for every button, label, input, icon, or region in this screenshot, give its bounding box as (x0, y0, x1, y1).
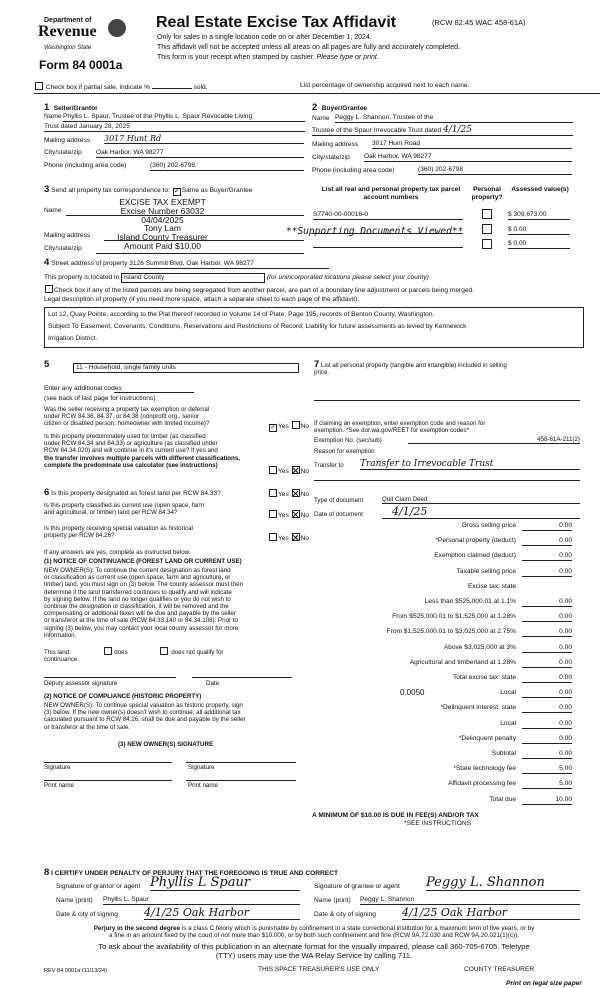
notice-line-1: Only for sales in a single location code on or after December 1, 2024. (157, 34, 372, 41)
tax-row-label: Local (500, 719, 516, 727)
compliance-notice: NEW OWNER(S): To continue special valuation as historic property, sign (3) below. If the new owner(s) doesn't wish to continue, all additional tax calculated pursuant to RCW 84.26, shall be due and payable by the seller or transferor at the time of sale. (44, 702, 246, 731)
notice-line-3: This form is your receipt when stamped by cashier. Please type or print. (157, 54, 379, 61)
tax-table (300, 522, 582, 862)
exemption-number[interactable]: 458-61A-211(2) (408, 436, 580, 444)
assessed-value-2[interactable]: $ 0.00 (508, 226, 570, 235)
current-use-yes-checkbox[interactable] (269, 510, 277, 518)
supporting-docs-stamp: **Supporting Documents Viewed** (286, 226, 464, 237)
land-does-checkbox[interactable] (104, 647, 112, 655)
tax-row-label: Affidavit processing fee (447, 780, 516, 788)
tax-row-label: From $1,525,000.01 to $3,025,000 at 2.75% (386, 628, 516, 636)
forest-no-checkbox[interactable] (292, 489, 300, 497)
tax-row-value[interactable]: 0.00 (522, 537, 572, 546)
seller-name-line2[interactable]: Trust dated January 28, 2025 (44, 123, 305, 132)
timber-no-checkbox[interactable] (292, 466, 300, 474)
continuance-notice: NEW OWNER(S): To continue the current designation as forest land or classification as current use (open space, farm and agriculture, or timber) land, you must sign on (3) below. The county assessor must then determine if the land transferred continues to qualify and will indicate by signing below. If the land no longer qualifies or you do not wish to continue the designation or classification, it will be removed and the compensating or additional taxes will be due and payable by the seller or transferor at the time of sale (RCW 84.33.140 or 84.34.108). Prior to signing (3) below, you may contact your local county assessor for more information. (44, 567, 244, 639)
historic-no-checkbox[interactable] (292, 533, 300, 541)
same-as-buyer-checkbox[interactable]: ✓ (173, 188, 180, 195)
tax-row-label: Gross selling price (461, 522, 516, 529)
segregation-row: Check box if any of the listed parcels are being segregated from another parcel, are part of a boundary line adjustment or parcels being merged. (44, 285, 474, 295)
timber-question: Is this property predominately used for timber (as classified under RCW 84.34 and 84.33) or agriculture (as classified under RCW 84.34.020) and will continue in it's current use? If yes and the transfer involves multiple parcels with different classifications, complete the predominate use calculator (see instructions) (44, 433, 240, 469)
tax-row-label: *Delinquent penalty (458, 734, 516, 742)
tax-row-label: From $525,000.01 to $1,525,000 at 1.28% (392, 613, 516, 621)
exemption-yes-checkbox[interactable]: ✓ (270, 424, 276, 431)
accessibility-notice: To ask about the availability of this publication in an alternate format for the visually impaired, please call 360-705-6705. Teletype (TTY) users may use the WA Relay Service by calling 711. (98, 942, 530, 960)
grantor-date-city[interactable]: 4/1/25 Oak Harbor (144, 906, 300, 920)
land-use-code-select[interactable]: 11 - Household, single family units (73, 363, 299, 373)
tax-row-value[interactable]: 0.00 (522, 704, 572, 713)
exemption-reason[interactable]: Transfer to Irrevocable Trust (360, 459, 580, 470)
personal-col-header: Personal property? (471, 186, 503, 201)
assessed-col-header: Assessed value(s) (511, 186, 569, 193)
historic-yes-checkbox[interactable] (269, 533, 277, 541)
partial-sale-row: Check box if partial sale, indicate % sold. (34, 82, 208, 92)
seller-mailing[interactable]: 3017 Hunt Rd (104, 135, 304, 144)
personal-property-checkbox-2[interactable] (482, 224, 492, 234)
tax-row-label: *Delinquent interest: state (440, 704, 516, 712)
form-number: Form 84 0001a (39, 58, 123, 72)
segregation-checkbox[interactable] (45, 285, 53, 293)
partial-sale-checkbox[interactable] (35, 82, 43, 90)
exemption-question: Was the seller receiving a property tax exemption or deferral under RCW 84.36, 84.37, or 84.38 (nonprofit org., senior citizen or disabled person, homeowner with limited income)? (44, 406, 210, 428)
logo-dept: Department of (44, 17, 92, 24)
grantee-signature[interactable]: Peggy L. Shannon (426, 875, 580, 891)
document-date[interactable]: 4/1/25 (382, 505, 580, 519)
assessed-value-3[interactable]: $ 0.00 (508, 240, 570, 249)
tax-row-value[interactable]: 0.00 (522, 613, 572, 622)
tax-row-value[interactable]: 0.00 (522, 750, 572, 759)
washington-state-icon (108, 19, 126, 37)
logo-state: Washington State (44, 45, 92, 51)
tax-row-value[interactable]: 10.00 (522, 796, 572, 805)
buyer-name-line2[interactable]: Trustee of the Spaur Irrevocable Trust dated 4/1/25 (312, 126, 573, 136)
grantor-print-name[interactable]: Phyllis L. Spaur (103, 896, 300, 905)
excise-exempt-stamp: EXCISE TAX EXEMPT Excise Number 63032 04/04/2025 Tony Lam Island County Treasurer Amount Paid $10.00 (117, 197, 208, 251)
tax-row-value[interactable]: 0.00 (522, 552, 572, 561)
buyer-city[interactable]: Oak Harbor, WA 98277 (364, 153, 572, 162)
exemption-yes-no: ✓ Yes No (270, 423, 310, 431)
dor-logo (38, 17, 130, 57)
local-rate: 0.0050 (400, 688, 425, 698)
exemption-no-checkbox[interactable] (292, 421, 300, 429)
tax-row-value[interactable]: 0.00 (522, 735, 572, 744)
tax-row-value[interactable]: 0.00 (522, 674, 572, 683)
seller-phone[interactable]: (360) 202-6798 (150, 162, 304, 171)
legal-desc-label: Legal description of property (if you need more space, attach a separate sheet to each page of the affidavit). (44, 296, 360, 303)
buyer-mailing[interactable]: 3017 Hunt Road (372, 140, 572, 149)
sec3-heading: 3 Send all property tax correspondence to: ✓ Same as Buyer/Grantee (44, 184, 253, 195)
tax-row-label: *State technology fee (453, 765, 516, 773)
tax-row-value[interactable]: 0.00 (522, 598, 572, 607)
document-type[interactable]: Quit Claim Deed (382, 496, 580, 504)
tax-row-value[interactable]: 0.00 (522, 659, 572, 668)
minimum-due-note: A MINIMUM OF $10.00 IS DUE IN FEE(S) AND/OR TAX (312, 811, 479, 819)
current-use-question: Is this property classified as current use (open space, farm and agricultural, or timber) land per RCW 84.34? (44, 502, 205, 517)
tax-row-label: Taxable selling price (456, 567, 516, 575)
notice-line-2: This affidavit will not be accepted unless all areas on all pages are fully and accurately completed. (157, 44, 460, 51)
tax-row-label: Above $3,025,000 at 3% (443, 643, 516, 651)
property-street[interactable]: 3126 Summit Blvd, Oak Harbor, WA 98277 (129, 260, 329, 269)
timber-yes-checkbox[interactable] (269, 466, 277, 474)
tax-row-value[interactable]: 0.00 (522, 689, 572, 698)
current-use-no-checkbox[interactable] (292, 510, 300, 518)
rcw-reference: (RCW 82.45 WAC 458-61A) (432, 18, 526, 27)
tax-row-label: *Personal property (deduct) (435, 537, 516, 545)
seller-section: 1 Seller/Grantor Name Phyllis L. Spaur, Trustee of the Phyllis L. Spaur Revocable Living Trust dated January 28, 2025 Mailing address 3017 Hunt Rd City/state/zip Oak Harbor, WA 98277 Phone (including area code) (360) 202-6798 (44, 97, 304, 177)
parcel-col-header: List all real and personal property tax parcel account numbers (321, 186, 461, 201)
legal-description-box[interactable]: Lot 12, Quay Pointe, according to the Plat thereof recorded in Volume 14 of Plate, Page 195, records of Benton County, Washington. Subject To Easement, Covenants, Conditions, Reservations and Restrictions of Record; Liability for future assessments as levied by Kennewick Irrigation District. (44, 307, 584, 348)
seller-city[interactable]: Oak Harbor, WA 98277 (96, 149, 304, 158)
tax-row-value[interactable]: 5.00 (522, 780, 572, 789)
tax-row-label: Total due (489, 795, 516, 803)
logo-agency: Revenue (38, 23, 97, 40)
historic-yes-no: Yes No (268, 533, 309, 543)
tax-row-label: Excise tax: state (467, 582, 516, 590)
forest-question: 6 Is this property designated as forest land per RCW 84.33? (44, 487, 221, 498)
grantor-signature[interactable]: Phyllis L Spaur (150, 875, 300, 891)
sec4-located-row: This property is located in Island County (for unincorporated locations please select your county) (44, 274, 429, 281)
parcel-number[interactable]: S7740-00-00016-0 (313, 211, 463, 220)
tax-row-label: Agricultural and timberland at 1.28% (409, 658, 516, 666)
grantee-print-name[interactable]: Peggy L. Shannon (360, 896, 580, 905)
tax-row-value[interactable]: 0.00 (522, 568, 572, 577)
tax-row-label: Total excise tax: state (452, 674, 516, 681)
tax-row-label: Less than $525,000.01 at 1.1% (424, 598, 516, 605)
buyer-section: 2 Buyer/Grantee Name Peggy L. Shannon, Trustee of the Trustee of the Spaur Irrevocable Trust dated 4/1/25 Mailing address 3017 Hunt Road City/state/zip Oak Harbor, WA 98277 Phone (including area code) (360) 202-6798 (312, 97, 574, 177)
this-land-row: This land: does does not qualify for (44, 649, 224, 656)
tax-row-value[interactable]: 0.00 (522, 522, 572, 531)
forest-yes-no: Yes No (268, 489, 309, 499)
assessed-value-1[interactable]: $ 309,673.00 (508, 211, 570, 220)
tax-row-label: Local (500, 689, 516, 697)
seller-name-line1[interactable]: Phyllis L. Spaur, Trustee of the Phyllis L. Spaur Revocable Living (63, 113, 305, 122)
tax-row-label: Subtotal (491, 750, 516, 757)
timber-yes-no: Yes No (268, 466, 309, 476)
land-does-not-checkbox[interactable] (160, 647, 168, 655)
current-use-yes-no: Yes No (268, 510, 309, 520)
historic-question: Is this property receiving special valuation as historical property per RCW 84.26? (44, 525, 193, 540)
perjury-notice: Perjury in the second degree is a class C felony which is punishable by confinement in a state correctional institution for a maximum term of five years, or by a fine in an amount fixed by the court of not more than $10,000, or by both such confinement and fine (RCW 9A.72.030 and RCW 9A.20.021(1)(c)). (93, 925, 535, 940)
tax-row-value[interactable]: 5.00 (522, 765, 572, 774)
personal-property-list: 7 List all personal property (tangible and intangible) included in selling price. (314, 359, 507, 377)
page-title: Real Estate Excise Tax Affidavit (156, 14, 397, 31)
certify-line: 8 I CERTIFY UNDER PENALTY OF PERJURY THAT THE FOREGOING IS TRUE AND CORRECT (44, 867, 338, 878)
personal-property-checkbox-1[interactable] (482, 209, 492, 219)
forest-yes-checkbox[interactable] (269, 489, 277, 497)
tax-row-value[interactable]: 0.00 (522, 644, 572, 653)
personal-property-checkbox-3[interactable] (482, 239, 492, 249)
exemption-instructions: If claiming an exemption, enter exemption code and reason for exemption. *See dor.wa.gov/REET for exemption codes* (314, 420, 486, 435)
county-select[interactable]: Island County (121, 273, 265, 283)
tax-row-value[interactable]: 0.00 (522, 628, 572, 637)
tax-row-label: Exemption claimed (deduct) (434, 552, 516, 560)
buyer-name-line1[interactable]: Peggy L. Shannon, Trustee of the (335, 114, 573, 123)
buyer-phone[interactable]: (360) 202-6798 (418, 166, 572, 175)
grantee-date-city[interactable]: 4/1/25 Oak Harbor (402, 906, 580, 920)
tax-row-value[interactable]: 0.00 (522, 720, 572, 729)
ownership-note: List percentage of ownership acquired next to each name. (300, 82, 470, 89)
sec4-street-row: 4 Street address of property 3126 Summit Blvd, Oak Harbor, WA 98277 (44, 259, 329, 269)
see-instructions: *SEE INSTRUCTIONS (404, 819, 472, 827)
